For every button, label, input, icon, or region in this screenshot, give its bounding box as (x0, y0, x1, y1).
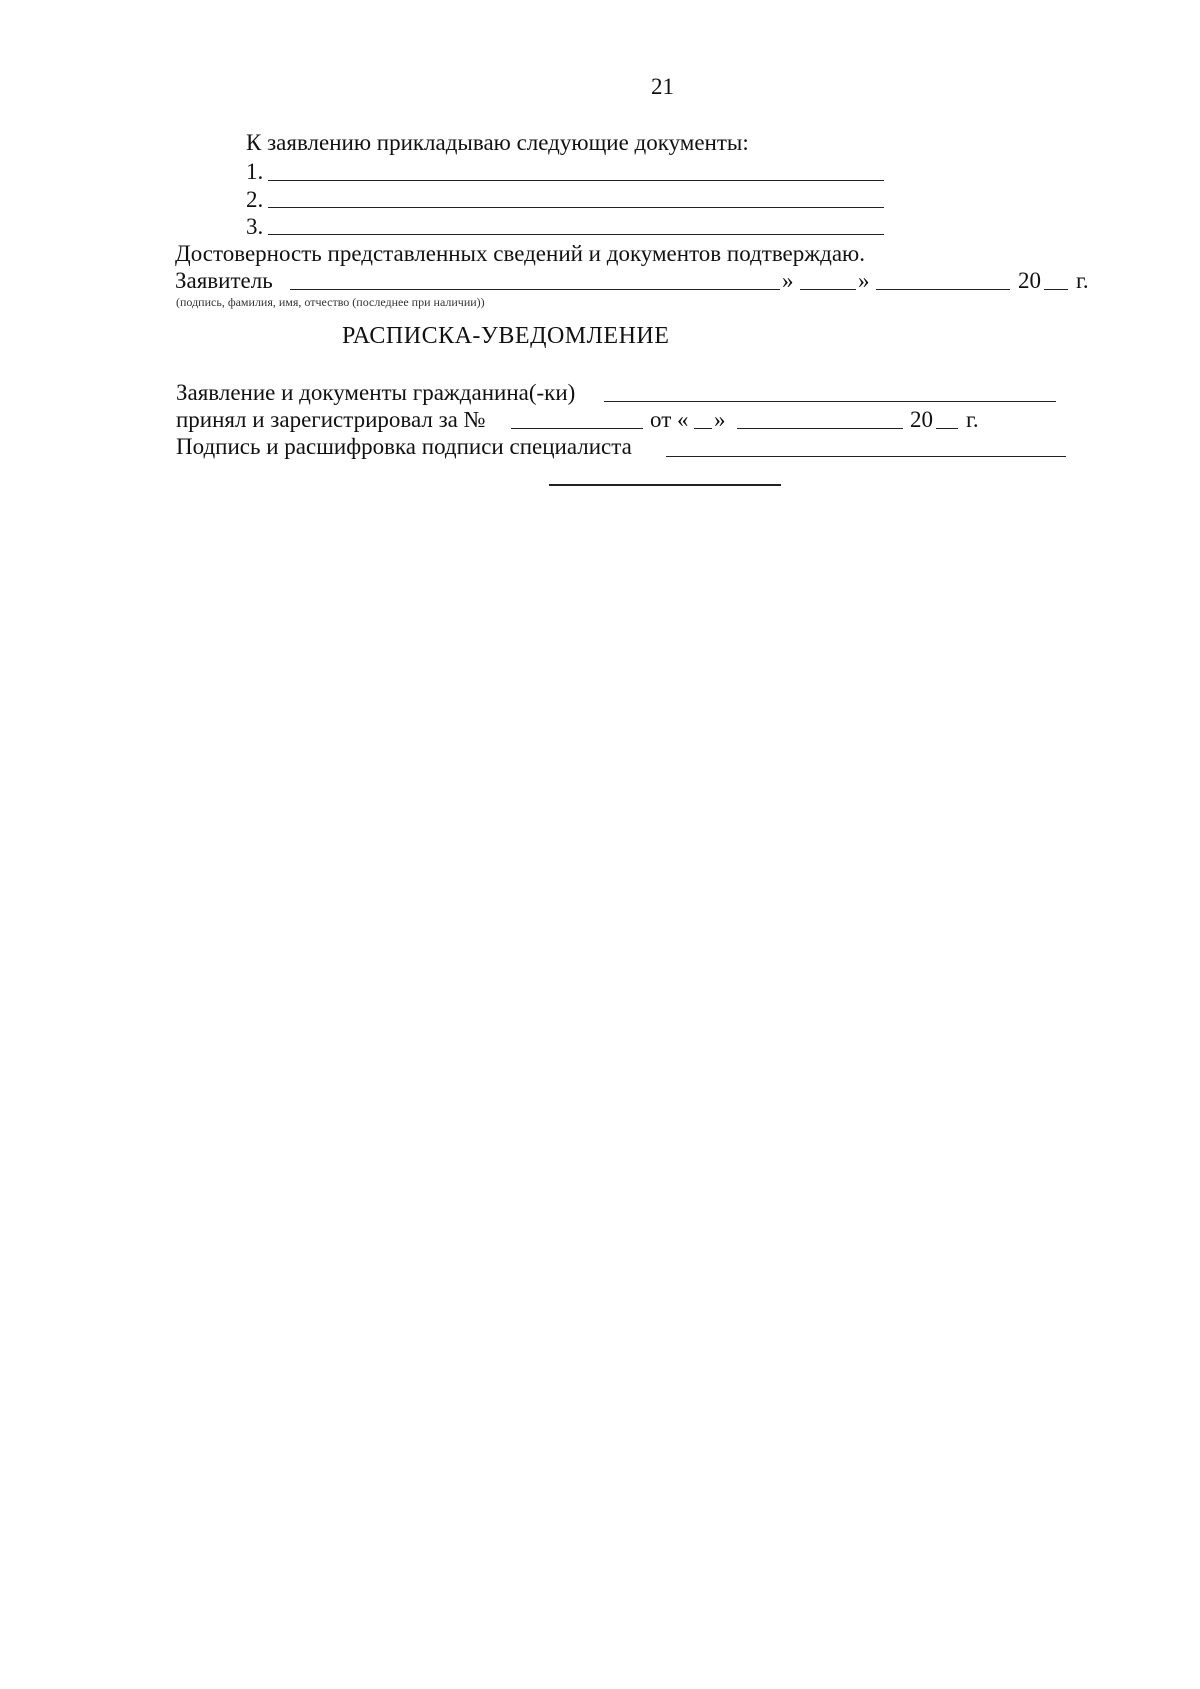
attachment-item-3-line (268, 234, 884, 235)
receipt-line1-blank (604, 401, 1056, 402)
attachment-item-1-line (268, 180, 884, 181)
attachment-item-3-number: 3. (246, 214, 264, 239)
receipt-year-prefix: 20 (910, 407, 933, 432)
receipt-number-blank (511, 428, 643, 429)
receipt-day-blank (694, 428, 712, 429)
receipt-title: РАСПИСКА-УВЕДОМЛЕНИЕ (342, 323, 670, 349)
applicant-signature-line (290, 289, 780, 290)
applicant-caption: (подпись, фамилия, имя, отчество (последнее при наличии)) (176, 295, 485, 309)
applicant-year-suffix: г. (1076, 268, 1089, 293)
receipt-month-blank (737, 428, 903, 429)
end-separator-line (549, 484, 781, 486)
applicant-date-quote-mid: » (782, 268, 794, 293)
attachment-item-2-number: 2. (246, 187, 264, 212)
attachment-item-1-number: 1. (246, 159, 264, 184)
receipt-line2-label: принял и зарегистрировал за № (176, 407, 486, 432)
receipt-signature-blank (666, 456, 1066, 457)
receipt-year-suffix: г. (966, 407, 979, 432)
applicant-year-prefix: 20 (1018, 268, 1041, 293)
receipt-line1-label: Заявление и документы гражданина(-ки) (176, 380, 576, 405)
page-number: 21 (651, 74, 674, 99)
applicant-month-line (876, 289, 1010, 290)
receipt-date-open: от « (650, 407, 689, 432)
confirmation-text: Достоверность представленных сведений и документов подтверждаю. (175, 241, 865, 266)
attachments-heading: К заявлению прикладываю следующие документы: (246, 130, 749, 155)
receipt-date-close: » (714, 407, 726, 432)
applicant-day-line (800, 289, 856, 290)
receipt-line3-label: Подпись и расшифровка подписи специалиста (176, 434, 632, 459)
attachment-item-2-line (268, 207, 884, 208)
applicant-label: Заявитель (175, 268, 273, 293)
applicant-year-line (1044, 289, 1068, 290)
receipt-year-blank (936, 428, 958, 429)
applicant-date-quote-end: » (858, 268, 870, 293)
